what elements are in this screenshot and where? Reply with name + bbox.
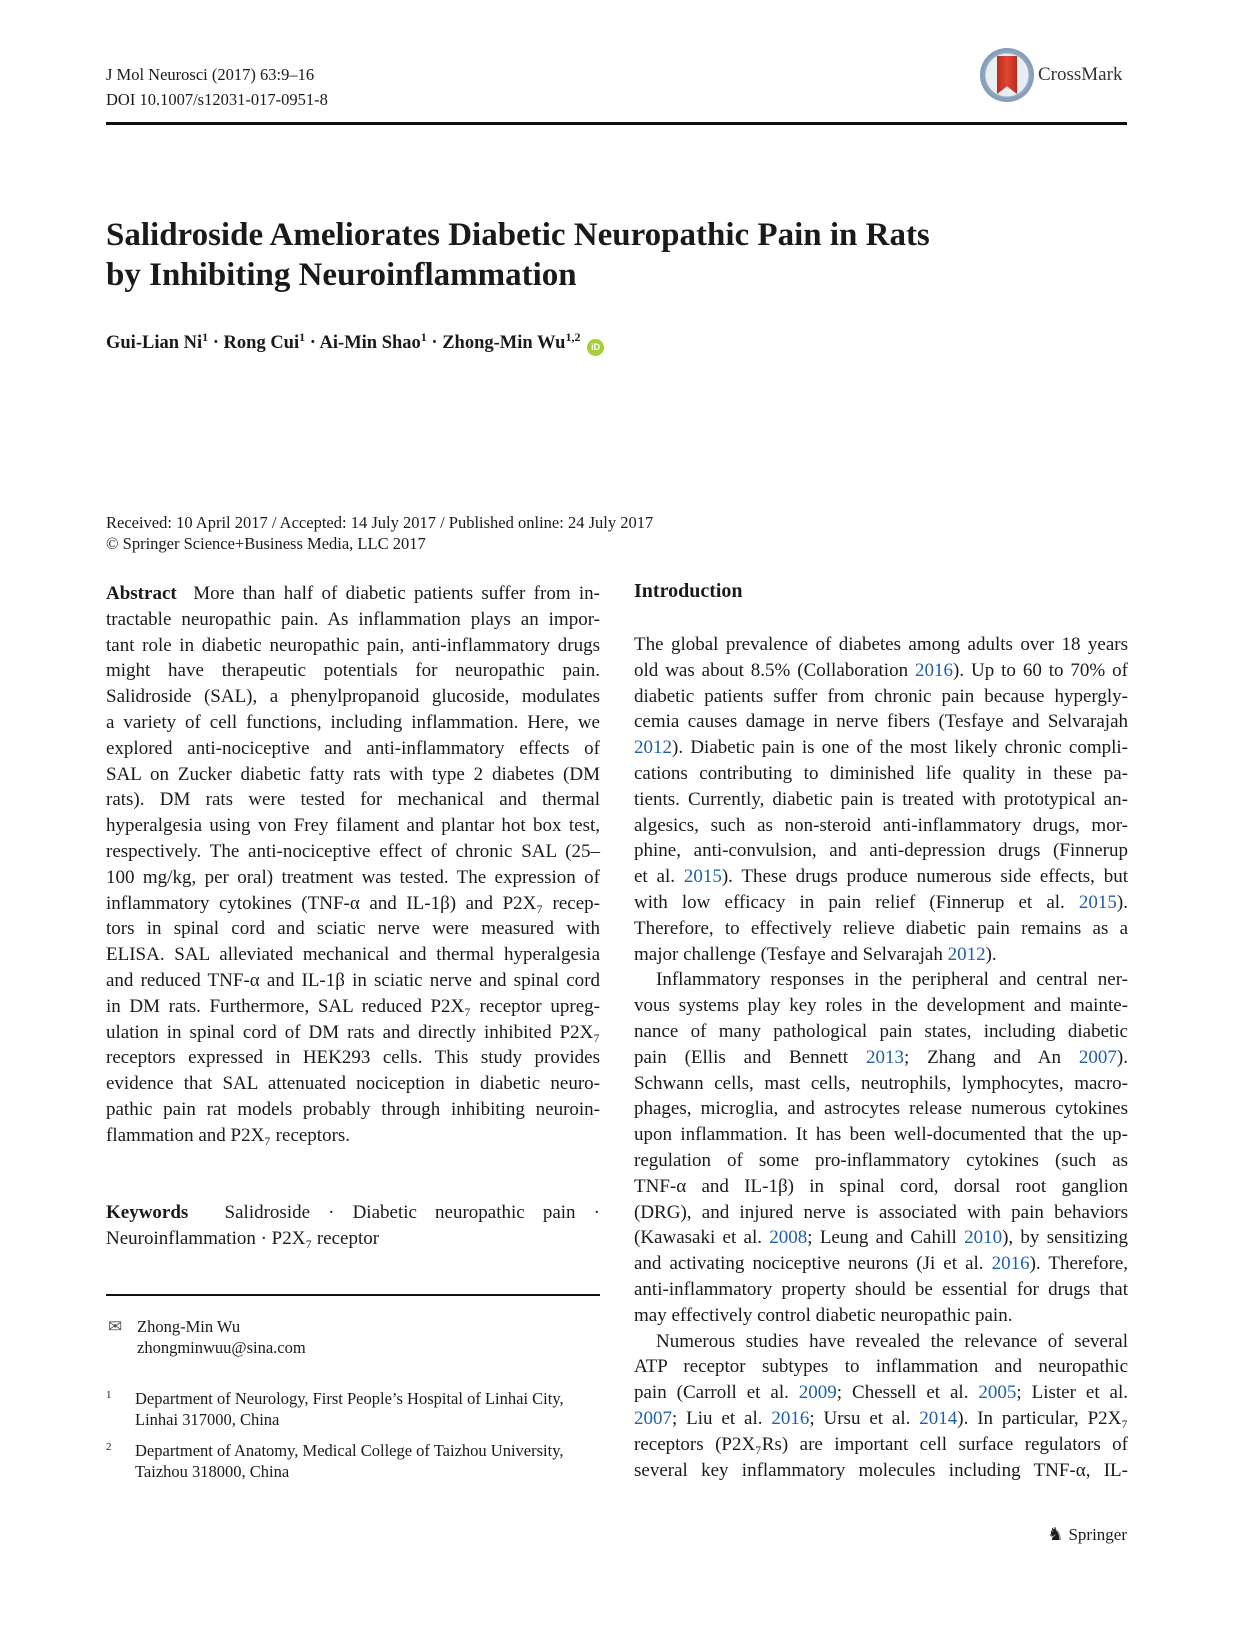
- introduction-body: [634, 632, 1128, 1483]
- text-line: and activating nociceptive neurons (Ji et al. 2016). Therefore,: [634, 1253, 1128, 1275]
- text-line: vous systems play key roles in the development and mainte-: [634, 995, 1128, 1017]
- keywords-text: Neuroinflammation · P2X₇ receptor: [106, 1227, 380, 1249]
- author[interactable]: Ai-Min Shao$^1$: [319, 330, 427, 354]
- abstract: [106, 581, 600, 1149]
- citation-link[interactable]: 2016: [771, 1407, 810, 1429]
- text-line: 2007; Liu et al. 2016; Ursu et al. 2014). In particular, P2X₇: [634, 1407, 1128, 1429]
- text-line: might have therapeutic potentials for neuropathic pain.: [106, 660, 600, 682]
- citation-link[interactable]: 2007: [1078, 1046, 1117, 1068]
- text-line: ulation in spinal cord of DM rats and directly inhibited P2X₇: [106, 1021, 600, 1043]
- text-line: TNF-α and IL-1β) in spinal cord, dorsal root ganglion: [634, 1175, 1128, 1197]
- citation-link[interactable]: 2015: [1078, 891, 1117, 913]
- text-line: algesics, such as non-steroid anti-inflammatory drugs, mor-: [634, 814, 1128, 836]
- text-line: phine, anti-convulsion, and anti-depression drugs (Finnerup: [634, 840, 1128, 862]
- citation-link[interactable]: 2007: [634, 1407, 672, 1429]
- section-heading-introduction: Introduction: [634, 580, 743, 602]
- text-line: The global prevalence of diabetes among adults over 18 years: [634, 634, 1128, 655]
- springer-horse-icon: ♞: [1047, 1524, 1064, 1544]
- keywords-heading: Keywords: [106, 1202, 189, 1223]
- citation-link[interactable]: 2015: [683, 866, 722, 888]
- text-line: major challenge (Tesfaye and Selvarajah 2012).: [634, 943, 997, 965]
- citation-link[interactable]: 2010: [964, 1227, 1003, 1249]
- text-line: Therefore, to effectively relieve diabetic pain remains as a: [634, 917, 1128, 939]
- author-list: Gui-Lian $Ni^1$ · Rong Cui$^1$ · Ai-Min Shao$^1$ · Zhong-Min Wu$^{1,2}$ iD: [106, 330, 604, 356]
- text-line: (Kawasaki et al. 2008; Leung and Cahill 2010), by sensitizing: [634, 1227, 1128, 1249]
- title-line: Salidroside Ameliorates Diabetic Neuropathic Pain in Rats: [106, 217, 930, 253]
- citation-link[interactable]: 2014: [919, 1407, 958, 1429]
- author[interactable]: Gui-Lian Ni$^1$: [106, 330, 209, 354]
- text-line: anti-inflammatory property should be essential for drugs that: [634, 1278, 1128, 1300]
- text-line: 100 mg/kg, per oral) treatment was tested. The expression of: [106, 866, 600, 888]
- text-line: diabetic patients suffer from chronic pain because hypergly-: [634, 685, 1128, 707]
- text-line: pain (Carroll et al. 2009; Chessell et al. 2005; Lister et al.: [634, 1382, 1128, 1404]
- text-line: nance of many pathological pain states, including diabetic: [634, 1020, 1128, 1042]
- title-line: by Inhibiting Neuroinflammation: [106, 257, 577, 293]
- text-line: may effectively control diabetic neuropathic pain.: [634, 1304, 1013, 1326]
- email-link[interactable]: zhongminwuu@sina.com: [137, 1338, 306, 1357]
- citation-link[interactable]: 2012: [634, 737, 672, 759]
- text-line: SAL on Zucker diabetic fatty rats with type 2 diabetes (DM: [106, 763, 600, 785]
- text-line: rats). DM rats were tested for mechanical and thermal: [106, 789, 600, 811]
- corresponding-author: Zhong-Min Wu: [137, 1317, 241, 1336]
- text-line: explored anti-nociceptive and anti-inflammatory effects of: [106, 737, 600, 759]
- affiliation: 2 Department of Anatomy, Medical College of Taizhou University, Taizhou 318000, China: [106, 1441, 564, 1481]
- abstract-heading: Abstract: [106, 583, 177, 604]
- text-line: Inflammatory responses in the peripheral and central ner-: [656, 969, 1128, 991]
- text-line: tant role in diabetic neuropathic pain, anti-inflammatory drugs: [106, 634, 600, 656]
- header-rule: [106, 122, 1127, 125]
- crossmark-label: CrossMark: [1038, 64, 1123, 85]
- text-line: Salidroside (SAL), a phenylpropanoid glucoside, modulates: [106, 686, 600, 708]
- text-line: with low efficacy in pain relief (Finnerup et al. 2015).: [634, 891, 1128, 913]
- citation-link[interactable]: 2016: [991, 1253, 1030, 1275]
- author[interactable]: Rong Cui$^1$: [223, 330, 306, 354]
- citation-link[interactable]: 2012: [947, 943, 986, 965]
- keywords-text: Salidroside · Diabetic neuropathic pain ·: [224, 1202, 600, 1223]
- citation-link[interactable]: 2008: [769, 1227, 808, 1249]
- doi[interactable]: DOI 10.1007/s12031-017-0951-8: [106, 90, 328, 109]
- copyright: © Springer Science+Business Media, LLC 2017: [106, 534, 426, 553]
- author[interactable]: Zhong-Min Wu$^{1,2}$: [442, 330, 581, 354]
- text-line: evidence that SAL attenuated nociception in diabetic neuro-: [106, 1073, 600, 1095]
- text-line: in DM rats. Furthermore, SAL reduced P2X₇ receptor upreg-: [106, 995, 600, 1017]
- text-line: pathic pain rat models probably through inhibiting neuroin-: [106, 1098, 600, 1120]
- text-line: tractable neuropathic pain. As inflammation plays an impor-: [106, 608, 600, 630]
- crossmark-badge[interactable]: [980, 48, 1122, 102]
- text-line: receptors (P2X₇Rs) are important cell surface regulators of: [634, 1433, 1128, 1455]
- citation-link[interactable]: 2013: [865, 1046, 904, 1068]
- envelope-icon: ✉: [108, 1317, 123, 1336]
- citation-link[interactable]: 2016: [915, 659, 953, 681]
- journal-citation: J Mol Neurosci (2017) 63:9–16: [106, 65, 315, 84]
- text-line: regulation of some pro-inflammatory cytokines (such as: [634, 1149, 1128, 1171]
- correspondence: [106, 1316, 600, 1358]
- text-line: tors in spinal cord and sciatic nerve were measured with: [106, 918, 600, 940]
- text-line: pain (Ellis and Bennett 2013; Zhang and An 2007).: [634, 1046, 1128, 1068]
- paper-title: [106, 215, 1106, 295]
- citation-link[interactable]: 2005: [978, 1382, 1017, 1404]
- text-line: Abstract More than half of diabetic patients suffer from in-: [106, 583, 600, 604]
- text-line: cemia causes damage in nerve fibers (Tesfaye and Selvarajah: [634, 711, 1128, 733]
- affiliation: 1 Department of Neurology, First People’s Hospital of Linhai City, Linhai 317000, China: [106, 1389, 564, 1429]
- text-line: cations contributing to diminished life quality in these pa-: [634, 762, 1128, 784]
- text-line: Numerous studies have revealed the relevance of several: [656, 1330, 1128, 1352]
- text-line: inflammatory cytokines (TNF-α and IL-1β) and P2X₇ recep-: [106, 892, 600, 914]
- text-line: ATP receptor subtypes to inflammation and neuropathic: [634, 1356, 1128, 1378]
- text-line: flammation and P2X₇ receptors.: [106, 1124, 351, 1146]
- text-line: et al. 2015). These drugs produce numerous side effects, but: [634, 866, 1128, 888]
- orcid-icon[interactable]: iD: [587, 339, 604, 356]
- text-line: several key inflammatory molecules including TNF-α, IL-: [634, 1459, 1128, 1481]
- text-line: and reduced TNF-α and IL-1β in sciatic nerve and spinal cord: [106, 969, 600, 991]
- text-line: old was about 8.5% (Collaboration 2016). Up to 60 to 70% of: [634, 659, 1128, 681]
- keywords: [106, 1200, 600, 1252]
- citation-link[interactable]: 2009: [798, 1382, 837, 1404]
- text-line: receptors expressed in HEK293 cells. This study provides: [106, 1047, 600, 1069]
- text-line: 2012). Diabetic pain is one of the most likely chronic compli-: [634, 737, 1128, 759]
- text-line: upon inflammation. It has been well-documented that the up-: [634, 1124, 1128, 1146]
- text-line: (DRG), and injured nerve is associated with pain behaviors: [634, 1201, 1128, 1223]
- footnote-rule: [106, 1294, 600, 1296]
- text-line: a variety of cell functions, including inflammation. Here, we: [106, 711, 600, 733]
- text-line: Schwann cells, mast cells, neutrophils, lymphocytes, macro-: [634, 1072, 1128, 1094]
- publication-dates: Received: 10 April 2017 / Accepted: 14 July 2017 / Published online: 24 July 2017: [106, 513, 654, 532]
- crossmark-icon: [980, 48, 1034, 102]
- text-line: tients. Currently, diabetic pain is treated with prototypical an-: [634, 788, 1128, 810]
- text-line: phages, microglia, and astrocytes release numerous cytokines: [634, 1098, 1128, 1120]
- text-line: ELISA. SAL alleviated mechanical and thermal hyperalgesia: [106, 944, 600, 966]
- text-line: respectively. The anti-nociceptive effect of chronic SAL (25–: [106, 840, 600, 862]
- text-line: hyperalgesia using von Frey filament and plantar hot box test,: [106, 815, 600, 837]
- springer-logo: ♞ Springer: [1047, 1524, 1127, 1544]
